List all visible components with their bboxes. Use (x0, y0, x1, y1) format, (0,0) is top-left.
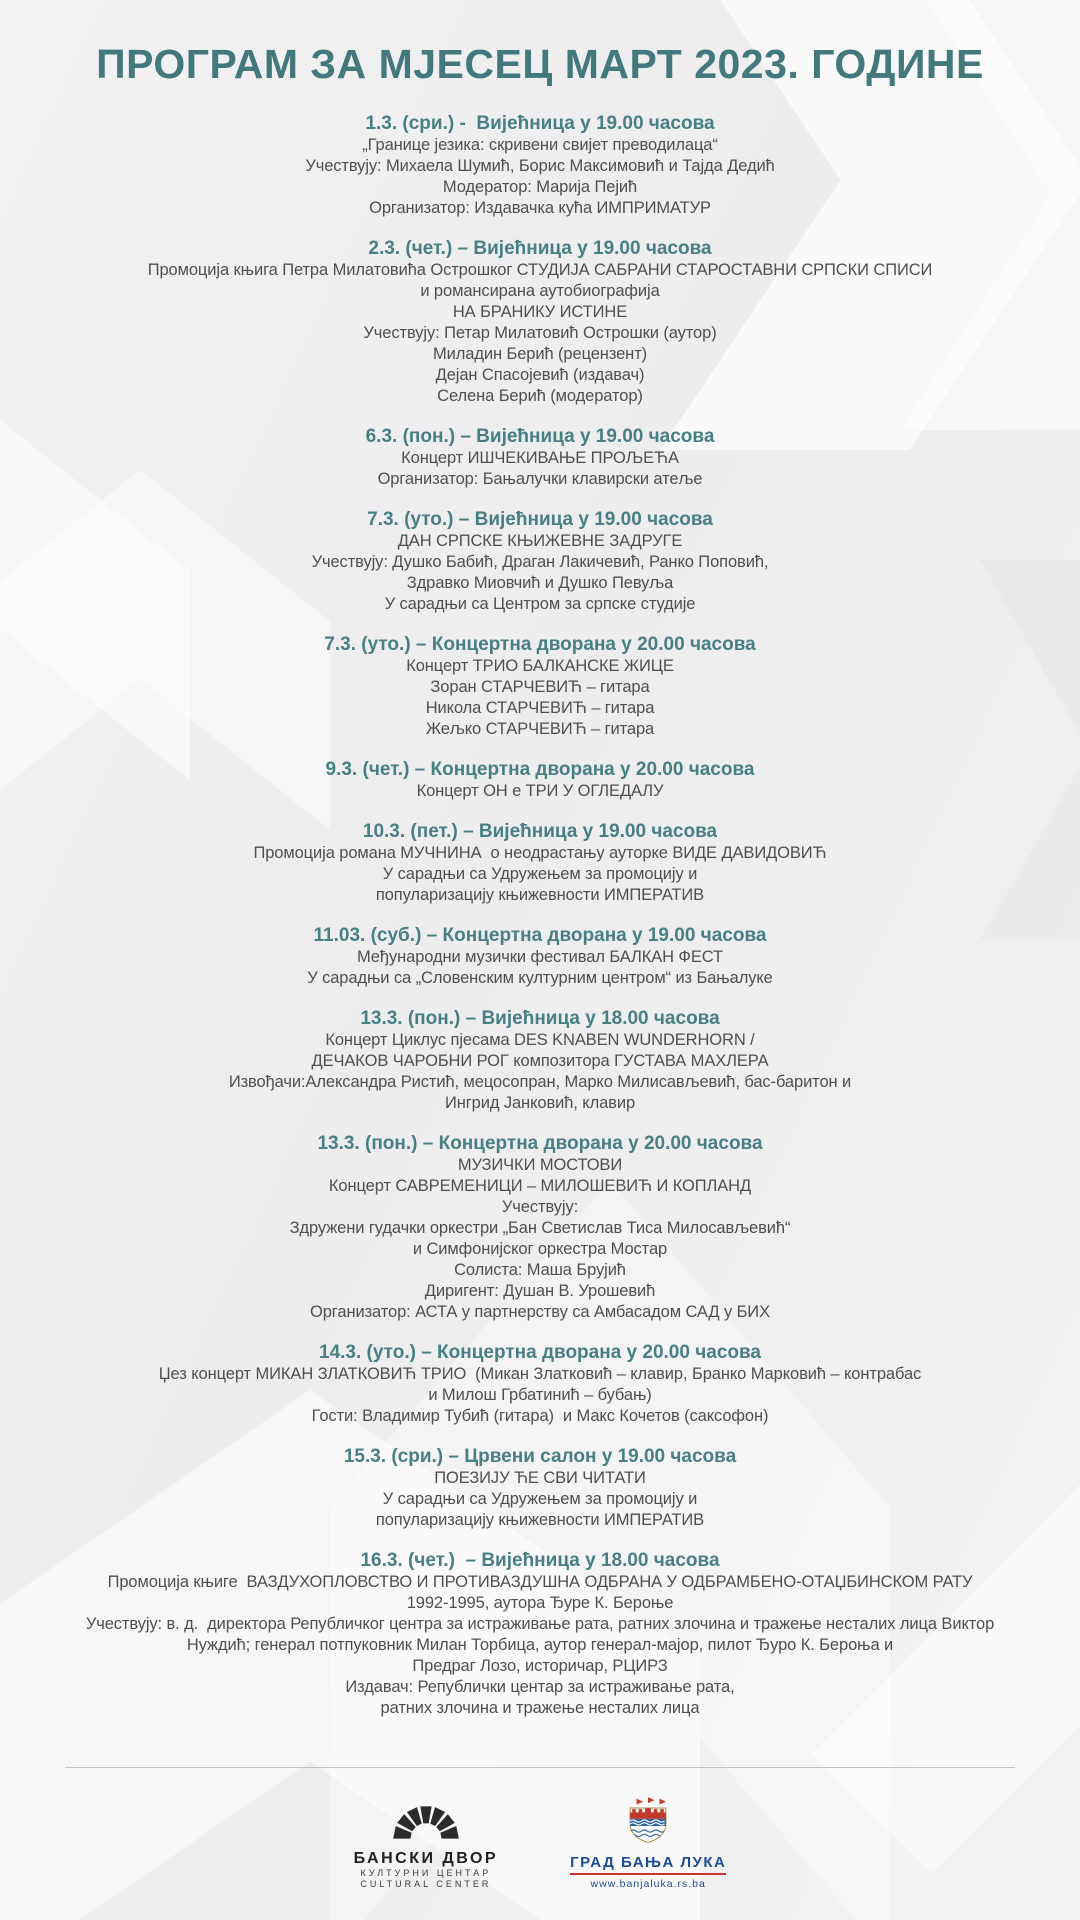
event-line: Солиста: Маша Брујић (454, 1261, 626, 1279)
banja-luka-crest-icon (625, 1797, 671, 1850)
footer-divider (65, 1767, 1015, 1768)
event-line: Модератор: Марија Пејић (442, 178, 638, 196)
event-line: Извођачи:Александра Ристић, мецосопран, Марко Милисављевић, бас-баритон и (228, 1073, 852, 1091)
event-line: ратних злочина и тражење несталих лица (380, 1699, 700, 1717)
event-heading: 13.3. (пон.) – Вијећница у 18.00 часова (360, 1008, 720, 1029)
event-block (0, 508, 1080, 615)
event-block (0, 1007, 1080, 1114)
event-heading: 9.3. (чет.) – Концертна дворана у 20.00 часова (325, 759, 755, 780)
event-line: Селена Берић (модератор) (437, 387, 643, 405)
banja-luka-url: www.banjaluka.rs.ba (590, 1877, 706, 1890)
event-line: Концерт Циклус пјесама DES KNABEN WUNDERHORN / (325, 1031, 755, 1049)
event-line: Ингрид Јанковић, клавир (444, 1094, 636, 1112)
event-line: НА БРАНИКУ ИСТИНЕ (452, 303, 628, 321)
event-line: Миладин Берић (рецензент) (432, 345, 648, 363)
banski-dvor-arch-icon (385, 1796, 467, 1847)
page-title: ПРОГРАМ ЗА МЈЕСЕЦ МАРТ 2023. ГОДИНЕ (96, 41, 984, 87)
event-line: популаризацију књижевности ИМПЕРАТИВ (375, 886, 705, 904)
event-line: Диригент: Душан В. Урошевић (424, 1282, 656, 1300)
event-line: У сарадњи са Удружењем за промоцију и (382, 1490, 698, 1508)
event-block (0, 633, 1080, 740)
event-line: У сарадњи са „Словенским културним центром“ из Бањалуке (307, 969, 773, 987)
event-line: Никола СТАРЧЕВИЋ – гитара (425, 699, 655, 717)
event-heading: 7.3. (уто.) – Вијећница у 19.00 часова (367, 509, 713, 530)
event-line: Промоција књига Петра Милатовића Острошког СТУДИЈА САБРАНИ СТАРОСТАВНИ СРПСКИ СПИСИ (147, 261, 933, 279)
banski-dvor-subtitle-lat: CULTURAL CENTER (360, 1879, 492, 1889)
event-heading: 11.03. (суб.) – Концертна дворана у 19.00 часова (313, 925, 767, 946)
event-block (0, 237, 1080, 407)
event-line: Концерт ОН е ТРИ У ОГЛЕДАЛУ (416, 782, 664, 800)
event-block (0, 758, 1080, 802)
banski-dvor-title: БАНСКИ ДВОР (353, 1850, 499, 1867)
event-block (0, 425, 1080, 490)
event-line: Промоција књиге ВАЗДУХОПЛОВСТВО И ПРОТИВАЗДУШНА ОДБРАНА У ОДБРАМБЕНО-ОТАЏБИНСКОМ РАТУ (107, 1573, 973, 1591)
event-heading: 15.3. (сри.) – Црвени салон у 19.00 часова (343, 1446, 737, 1467)
event-line: Учествују: (501, 1198, 579, 1216)
event-line: популаризацију књижевности ИМПЕРАТИВ (375, 1511, 705, 1529)
event-block (0, 924, 1080, 989)
event-line: Учествују: Михаела Шумић, Борис Максимовић и Тајда Дедић (305, 157, 775, 175)
footer-logos (0, 1796, 1080, 1890)
event-heading: 2.3. (чет.) – Вијећница у 19.00 часова (368, 238, 712, 259)
event-line: Концерт САВРЕМЕНИЦИ – МИЛОШЕВИЋ И КОПЛАНД (328, 1177, 752, 1195)
banski-dvor-logo (354, 1796, 498, 1890)
event-heading: 14.3. (уто.) – Концертна дворана у 20.00 часова (319, 1342, 761, 1363)
event-line: Гости: Владимир Тубић (гитара) и Макс Кочетов (саксофон) (311, 1407, 769, 1425)
event-block (0, 112, 1080, 219)
event-line: Издавач: Републички центар за истраживање рата, (345, 1678, 735, 1696)
event-line: У сарадњи са Удружењем за промоцију и (382, 865, 698, 883)
banja-luka-title: ГРАД БАЊА ЛУКА (570, 1854, 726, 1875)
event-block (0, 1132, 1080, 1323)
event-line: Концерт ИШЧЕКИВАЊЕ ПРОЉЕЋА (401, 449, 679, 467)
event-line: Учествују: Петар Милатовић Острошки (аутор) (363, 324, 717, 342)
event-line: Међународни музички фестивал БАЛКАН ФЕСТ (356, 948, 724, 966)
event-block (0, 1341, 1080, 1427)
event-line: ДАН СРПСКЕ КЊИЖЕВНЕ ЗАДРУГЕ (397, 532, 683, 550)
event-block (0, 1549, 1080, 1719)
event-line: У сарадњи са Центром за српске студије (384, 595, 696, 613)
event-line: Дејан Спасојевић (издавач) (435, 366, 645, 384)
event-line: Учествују: в. д. директора Републичког центра за истраживање рата, ратних злочина и тражење несталих лица Виктор (85, 1615, 995, 1633)
event-line: Учествују: Душко Бабић, Драган Лакичевић, Ранко Поповић, (311, 553, 769, 571)
event-heading: 16.3. (чет.) – Вијећница у 18.00 часова (360, 1550, 720, 1571)
event-line: Организатор: АСТА у партнерству са Амбасадом САД у БИХ (310, 1303, 770, 1321)
banja-luka-logo (570, 1797, 726, 1890)
event-line: Промоција романа МУЧНИНА о неодрастању ауторке ВИДЕ ДАВИДОВИЋ (253, 844, 827, 862)
event-line: Жељко СТАРЧЕВИЋ – гитара (425, 720, 655, 738)
event-line: и романсирана аутобиографија (420, 282, 660, 300)
event-line: Концерт ТРИО БАЛКАНСКЕ ЖИЦЕ (406, 657, 674, 675)
event-line: Здравко Миовчић и Душко Певуља (406, 574, 674, 592)
event-line: Зоран СТАРЧЕВИЋ – гитара (430, 678, 650, 696)
event-line: Здружени гудачки оркестри „Бан Светислав Тиса Милосављевић“ (289, 1219, 791, 1237)
event-heading: 7.3. (уто.) – Концертна дворана у 20.00 часова (324, 634, 756, 655)
event-heading: 6.3. (пон.) – Вијећница у 19.00 часова (365, 426, 715, 447)
events-list (0, 112, 1080, 1719)
event-line: „Границе језика: скривени свијет преводилаца“ (362, 136, 718, 154)
event-line: Предраг Лозо, историчар, РЦИРЗ (412, 1657, 668, 1675)
event-line: Организатор: Издавачка кућа ИМПРИМАТУР (369, 199, 711, 217)
banski-dvor-subtitle-cyr: КУЛТУРНИ ЦЕНТАР (360, 1868, 492, 1878)
event-line: и Симфонијског оркестра Мостар (412, 1240, 668, 1258)
event-line: МУЗИЧКИ МОСТОВИ (457, 1156, 623, 1174)
event-block (0, 820, 1080, 906)
event-line: Организатор: Бањалучки клавирски атеље (377, 470, 703, 488)
event-line: ДЕЧАКОВ ЧАРОБНИ РОГ композитора ГУСТАВА МАХЛЕРА (311, 1052, 769, 1070)
event-heading: 10.3. (пет.) – Вијећница у 19.00 часова (362, 821, 718, 842)
event-line: Нуждић; генерал потпуковник Милан Торбица, аутор генерал-мајор, пилот Ђуро К. Бероња и (186, 1636, 894, 1654)
event-heading: 1.3. (сри.) - Вијећница у 19.00 часова (365, 113, 715, 134)
event-block (0, 1445, 1080, 1531)
event-heading: 13.3. (пон.) – Концертна дворана у 20.00 часова (317, 1133, 763, 1154)
event-line: Џез концерт МИКАН ЗЛАТКОВИЋ ТРИО (Микан Златковић – клавир, Бранко Марковић – контрабас (158, 1365, 922, 1383)
event-line: ПОЕЗИЈУ ЋЕ СВИ ЧИТАТИ (434, 1469, 646, 1487)
event-line: и Милош Грбатинић – бубањ) (428, 1386, 652, 1404)
event-line: 1992-1995, аутора Ђуре К. Бероње (406, 1594, 674, 1612)
